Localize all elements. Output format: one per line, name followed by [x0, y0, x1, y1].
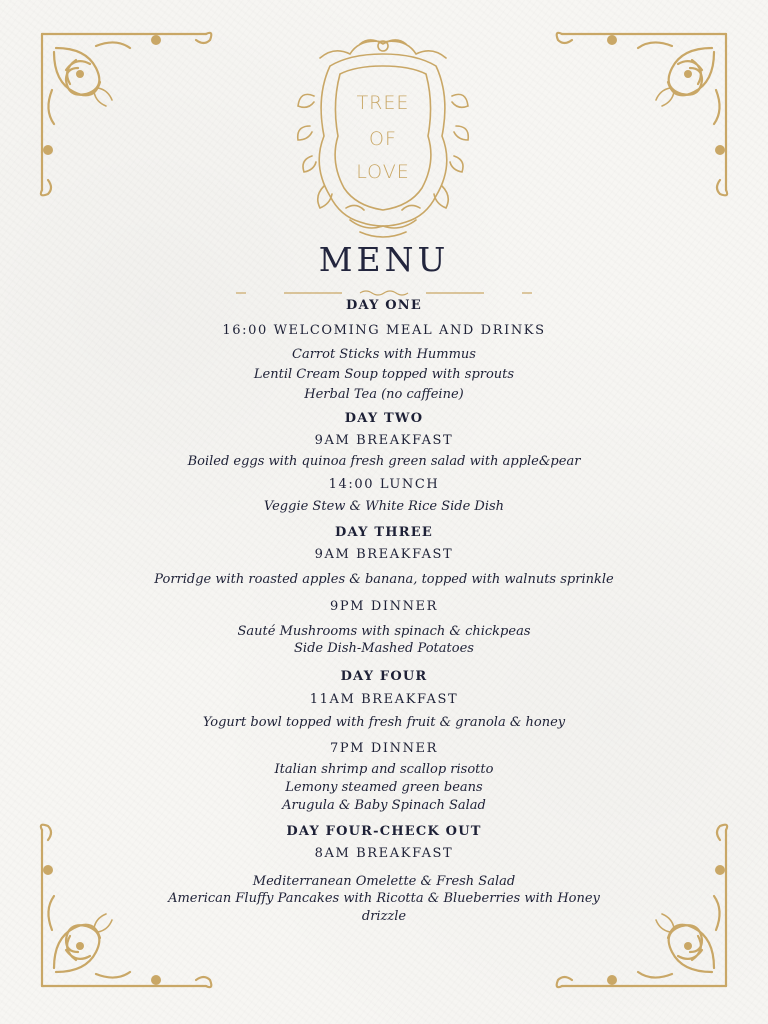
crest-text-love: LOVE — [356, 161, 410, 183]
day-heading: DAY FOUR — [340, 669, 428, 684]
dish-item: Italian shrimp and scallop risotto — [274, 762, 494, 777]
meal-heading: 16:00 WELCOMING MEAL AND DRINKS — [222, 323, 546, 338]
dish-item: Yogurt bowl topped with fresh fruit & granola & honey — [202, 715, 566, 730]
day-heading: DAY ONE — [345, 298, 423, 313]
dish-item: Lentil Cream Soup topped with sprouts — [253, 367, 515, 382]
meal-heading: 8AM BREAKFAST — [314, 846, 454, 861]
day-heading: DAY THREE — [335, 525, 433, 540]
meal-heading: 9AM BREAKFAST — [314, 547, 454, 562]
dish-item: Veggie Stew & White Rice Side Dish — [263, 499, 505, 514]
dish-item: Arugula & Baby Spinach Salad — [282, 798, 486, 813]
meal-heading: 11AM BREAKFAST — [309, 692, 459, 707]
dish-item: American Fluffy Pancakes with Ricotta & Blueberries with Honey — [168, 891, 600, 906]
menu-title: MENU — [318, 240, 450, 279]
crest-text-tree: TREE — [356, 92, 410, 114]
dish-item: Side Dish-Mashed Potatoes — [294, 641, 474, 656]
corner-ornament-top-left — [36, 30, 216, 200]
dish-item: drizzle — [361, 909, 407, 924]
corner-ornament-top-right — [552, 30, 732, 200]
crest-text-of: OF — [369, 128, 397, 150]
day-heading: DAY TWO — [344, 411, 424, 426]
dish-item: Carrot Sticks with Hummus — [292, 347, 476, 362]
dish-item: Boiled eggs with quinoa fresh green salad with apple&pear — [187, 454, 581, 469]
dish-item: Porridge with roasted apples & banana, topped with walnuts sprinkle — [154, 572, 614, 587]
title-divider — [234, 283, 534, 293]
meal-heading: 9AM BREAKFAST — [314, 433, 454, 448]
meal-heading: 14:00 LUNCH — [328, 477, 440, 492]
dish-item: Sauté Mushrooms with spinach & chickpeas — [237, 624, 531, 639]
dish-item: Mediterranean Omelette & Fresh Salad — [252, 874, 516, 889]
meal-heading: 9PM DINNER — [329, 599, 439, 614]
tree-of-love-crest-logo — [290, 36, 476, 240]
meal-heading: 7PM DINNER — [329, 741, 439, 756]
day-heading: DAY FOUR-CHECK OUT — [286, 824, 482, 839]
dish-item: Lemony steamed green beans — [285, 780, 483, 795]
dish-item: Herbal Tea (no caffeine) — [304, 387, 464, 402]
